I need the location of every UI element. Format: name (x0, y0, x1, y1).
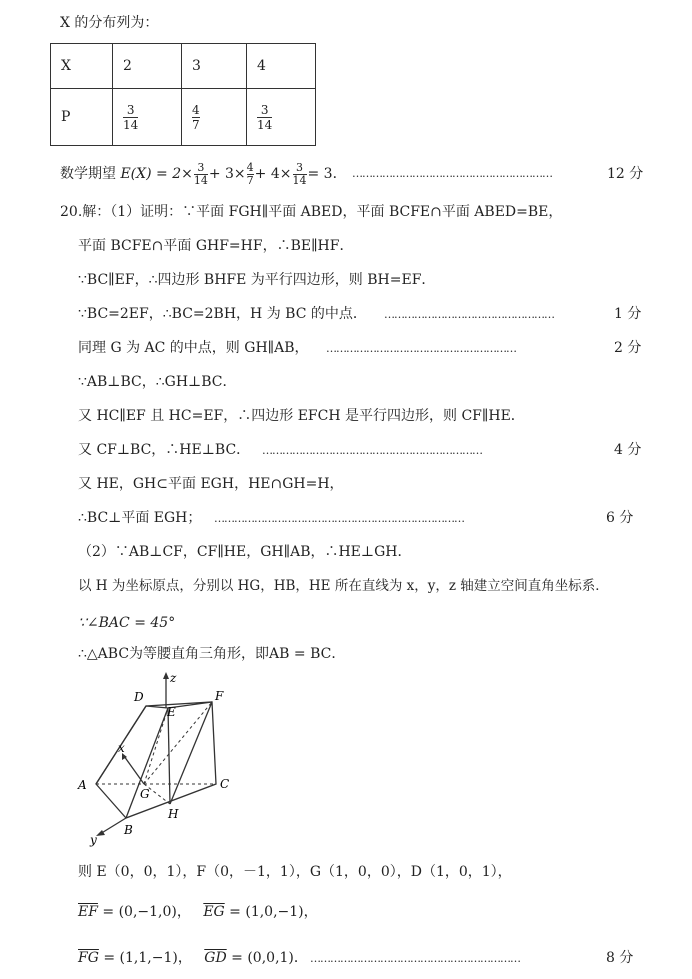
label-D: D (134, 690, 144, 704)
leader-dots: ………………………………………………………… (262, 444, 482, 457)
label-x: x (118, 741, 125, 755)
score-label: 4 分 (614, 442, 642, 458)
leader-dots: ………………………………………………………………… (214, 512, 464, 525)
arrow-y (96, 830, 105, 836)
score-label: 6 分 (606, 510, 634, 526)
solution-line: （2）∵AB⊥CF，CF∥HE，GH∥AB，∴HE⊥GH． (78, 544, 412, 560)
leader-dots: ………………………………………………… (326, 342, 516, 355)
x-value: 3 (182, 44, 247, 89)
solution-line: 同理 G 为 AC 的中点，则 GH∥AB， (78, 340, 309, 356)
leader-dots: …………………………………………… (384, 308, 554, 321)
table-row (51, 44, 316, 89)
axis-x (124, 756, 144, 784)
solution-line: 平面 BCFE∩平面 GHF=HF，∴BE∥HF． (78, 238, 354, 254)
label-y: y (90, 833, 97, 847)
geometry-figure (70, 672, 270, 847)
distribution-table (50, 43, 316, 146)
axis-y (100, 818, 126, 834)
edge-HE (168, 708, 170, 804)
label-F: F (215, 689, 224, 703)
solution-line: 又 CF⊥BC，∴HE⊥BC． (78, 442, 251, 458)
edge-BE (126, 708, 168, 818)
edge-DE (146, 706, 168, 708)
solution-line: ∴△ABC为等腰直角三角形，即AB = BC． (78, 646, 346, 662)
x-value: 4 (247, 44, 316, 89)
vector-line: $\overline{FG} = (1,1,-1)$， $\overline{GD} = (0,0,1)$． (78, 950, 308, 966)
score-label: 8 分 (606, 950, 634, 966)
arrow-z (163, 672, 169, 679)
row-label-x: X (51, 44, 113, 89)
leader-dots: …………………………………………………… (352, 167, 552, 180)
label-A: A (78, 778, 87, 792)
expectation-line: 数学期望 E(X) = 2× $\frac{3}{14}$ + 3× $\frac{4}{7}$ + 4× $\frac{3}{14}$ = 3． (60, 160, 347, 187)
score-label: 2 分 (614, 340, 642, 356)
label-H: H (168, 807, 179, 821)
vector-line: $\overline{EF} = (0,-1,0)$， $\overline{EG} = (1,0,-1)$， (78, 904, 318, 920)
solution-line: ∴BC⊥平面 EGH； (78, 510, 202, 526)
edge-GE (144, 708, 168, 784)
solution-line: ∵BC=2EF，∴BC=2BH，H 为 BC 的中点． (78, 306, 367, 322)
solution-line: 又 HE，GH⊂平面 EGH，HE∩GH=H， (78, 476, 344, 492)
leader-dots: ……………………………………………………… (310, 952, 520, 965)
solution-line: 以 H 为坐标原点，分别以 HG，HB，HE 所在直线为 x，y，z 轴建立空间直角坐标系． (78, 578, 609, 594)
solution-line: ∵BC∥EF，∴四边形 BHFE 为平行四边形，则 BH=EF． (78, 272, 436, 288)
vector-eg: $\overline{EG}$ (203, 904, 225, 920)
p-value: $\frac{3}{14}$ (113, 89, 182, 146)
vector-gd: $\overline{GD}$ (204, 950, 227, 966)
score-label: 1 分 (614, 306, 642, 322)
label-z: z (170, 672, 177, 685)
solution-line: ∵AB⊥BC，∴GH⊥BC． (78, 374, 237, 390)
label-C: C (220, 777, 230, 791)
vector-fg: $\overline{FG}$ (78, 950, 99, 966)
table-row (51, 89, 316, 146)
solution-line: 20.解：（1）证明：∵平面 FGH∥平面 ABED，平面 BCFE∩平面 ABED=BE， (60, 204, 563, 220)
solution-line: ∵∠BAC = 45° (78, 615, 176, 631)
score-label: 12 分 (607, 166, 644, 182)
dist-heading: X 的分布列为： (60, 15, 159, 31)
label-B: B (124, 823, 133, 837)
x-value: 2 (113, 44, 182, 89)
p-value: $\frac{4}{7}$ (182, 89, 247, 146)
row-label-p: P (51, 89, 113, 146)
label-G: G (140, 787, 150, 801)
solution-line: 又 HC∥EF 且 HC=EF，∴四边形 EFCH 是平行四边形，则 CF∥HE． (78, 408, 525, 424)
coords-line: 则 E（0，0，1），F（0，－1，1），G（1，0，0），D（1，0，1）， (78, 864, 512, 880)
edge-HF (170, 702, 212, 804)
vector-ef: $\overline{EF}$ (78, 904, 98, 920)
p-value: $\frac{3}{14}$ (247, 89, 316, 146)
label-E: E (167, 705, 176, 719)
